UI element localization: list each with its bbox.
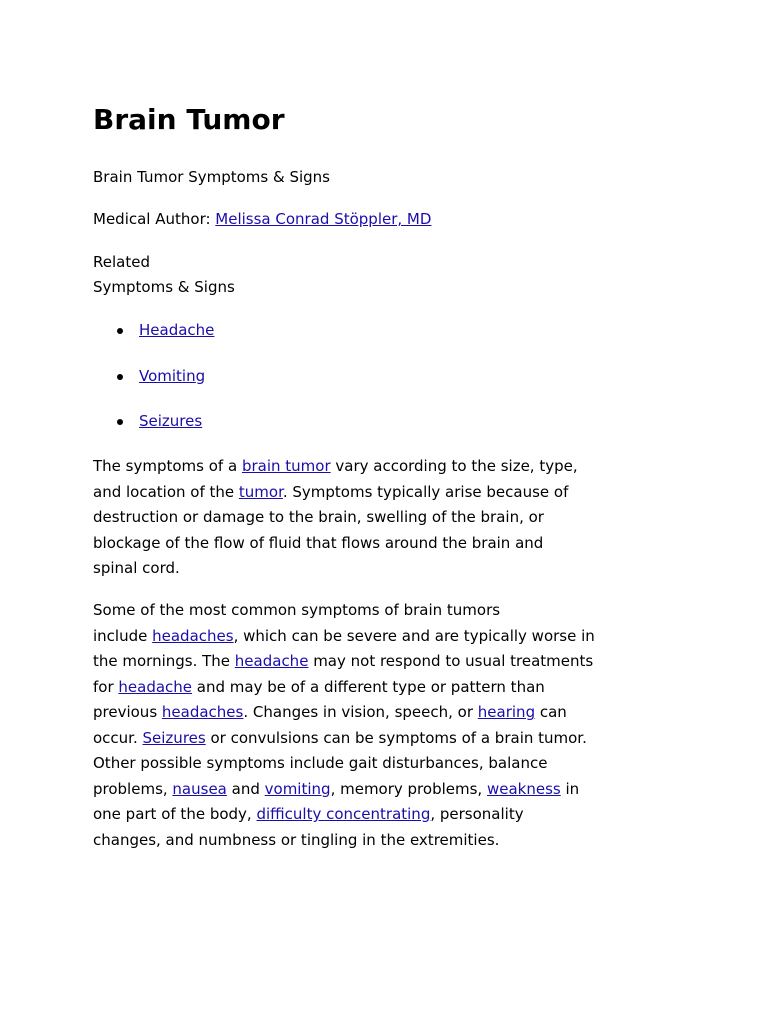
- link-headache[interactable]: Headache: [139, 321, 215, 339]
- text: , personality: [430, 805, 524, 823]
- link-nausea[interactable]: nausea: [172, 779, 227, 798]
- paragraph-intro: [93, 454, 693, 582]
- author-line: [93, 209, 431, 229]
- list-item: [93, 320, 214, 366]
- text: destruction or damage to the brain, swelling of the brain, or: [93, 508, 544, 526]
- text: and location of the: [93, 482, 239, 501]
- link-difficulty-concentrating[interactable]: difficulty concentrating: [256, 805, 431, 823]
- bullet-icon: [117, 328, 123, 334]
- text: blockage of the flow of fluid that flows around the brain and: [93, 533, 544, 552]
- bullet-icon: [117, 419, 123, 425]
- text: and may be of a different type or pattern than: [192, 677, 545, 696]
- link-weakness[interactable]: weakness: [486, 779, 561, 798]
- link-tumor[interactable]: tumor: [238, 482, 283, 501]
- list-item: [93, 411, 214, 457]
- text: Other possible symptoms include gait disturbances, balance: [93, 754, 548, 772]
- paragraph-common-symptoms: [93, 598, 693, 853]
- text: occur.: [93, 728, 143, 747]
- link-headache[interactable]: headache: [118, 677, 193, 696]
- bullet-icon: [117, 374, 123, 380]
- text: . Symptoms typically arise because of: [282, 482, 569, 501]
- link-seizures[interactable]: Seizures: [142, 728, 206, 747]
- text: in: [560, 779, 580, 798]
- text: . Changes in vision, speech, or: [243, 703, 478, 721]
- link-brain-tumor[interactable]: brain tumor: [241, 457, 331, 475]
- text: and: [226, 779, 265, 798]
- text: The symptoms of a: [93, 457, 242, 475]
- related-heading: Related: [93, 253, 150, 271]
- page-title: Brain Tumor: [93, 103, 285, 136]
- author-label: Medical Author:: [93, 210, 216, 228]
- text: for: [93, 677, 119, 696]
- link-hearing[interactable]: hearing: [477, 703, 536, 721]
- link-vomiting[interactable]: vomiting: [264, 779, 331, 798]
- author-link[interactable]: Melissa Conrad Stöppler, MD: [215, 210, 432, 228]
- article-subtitle: Brain Tumor Symptoms & Signs: [93, 168, 330, 186]
- text: , which can be severe and are typically worse in: [233, 626, 595, 645]
- text: vary according to the size, type,: [330, 457, 578, 475]
- text: one part of the body,: [93, 805, 257, 823]
- link-headache[interactable]: headache: [234, 652, 309, 670]
- text: may not respond to usual treatments: [308, 652, 594, 670]
- text: the mornings. The: [93, 652, 235, 670]
- text: include: [93, 626, 153, 645]
- text: or convulsions can be symptoms of a brain tumor.: [205, 728, 587, 747]
- related-symptoms-list: [93, 320, 214, 457]
- link-headaches[interactable]: headaches: [152, 626, 234, 645]
- list-item: [93, 366, 214, 412]
- link-headaches[interactable]: headaches: [161, 703, 244, 721]
- text: Some of the most common symptoms of brain tumors: [93, 601, 501, 619]
- link-vomiting[interactable]: Vomiting: [139, 366, 206, 385]
- link-seizures[interactable]: Seizures: [139, 412, 203, 430]
- text: can: [535, 703, 567, 721]
- text: changes, and numbness or tingling in the extremities.: [93, 830, 500, 849]
- text: problems,: [93, 779, 173, 798]
- related-subheading: Symptoms & Signs: [93, 278, 235, 296]
- text: previous: [93, 703, 162, 721]
- text: , memory problems,: [330, 779, 487, 798]
- text: spinal cord.: [93, 559, 180, 577]
